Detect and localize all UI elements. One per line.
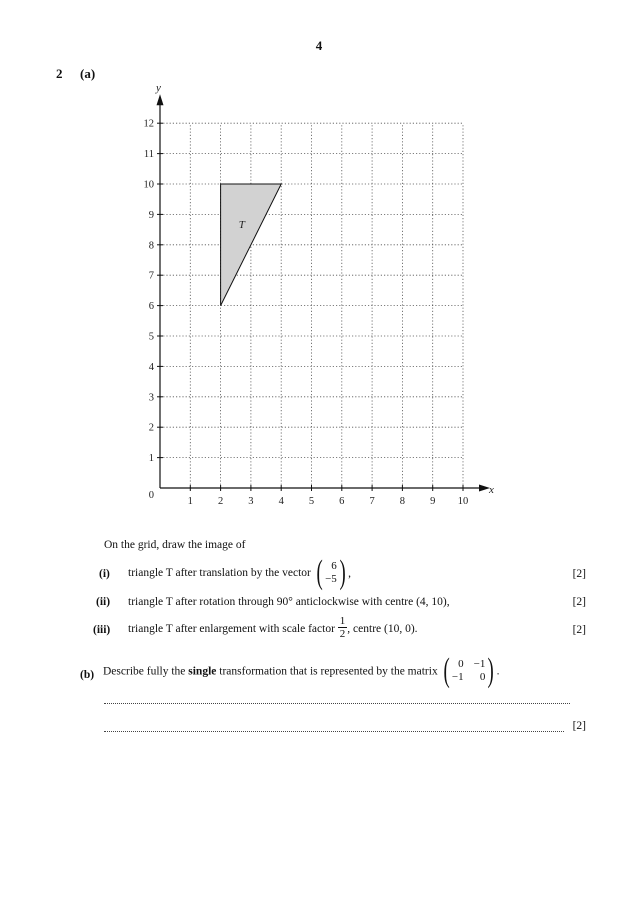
item-i-marks: [2]	[572, 568, 586, 580]
y-tick-label: 7	[148, 270, 154, 282]
answer-line-1[interactable]	[104, 703, 570, 704]
item-i-text-after: ,	[348, 567, 351, 580]
y-tick-label: 11	[143, 149, 154, 161]
item-iii-text	[128, 617, 418, 642]
x-tick-label: 1	[187, 496, 193, 507]
x-tick-label: 7	[369, 496, 375, 507]
page-number: 4	[315, 38, 323, 53]
part-b-marks: [2]	[572, 720, 586, 732]
x-tick-label: 9	[430, 496, 436, 507]
y-tick-label: 10	[143, 179, 154, 191]
y-tick-label: 12	[143, 118, 154, 130]
matrix-b: −1	[473, 658, 486, 670]
item-i-text	[128, 554, 351, 591]
item-i-label: (i)	[99, 568, 110, 580]
question-part-b: (b)	[80, 669, 95, 681]
y-tick-label: 2	[148, 422, 154, 434]
matrix-c: −1	[451, 671, 464, 683]
question-part-a: (a)	[80, 66, 96, 81]
x-tick-label: 6	[339, 496, 345, 507]
y-tick-label: 1	[148, 453, 154, 465]
origin-label: 0	[148, 490, 154, 501]
y-axis-letter: y	[156, 82, 161, 95]
right-paren: )	[487, 652, 495, 689]
left-paren: (	[443, 652, 450, 689]
y-axis-arrow-icon	[157, 94, 164, 105]
question-number: 2	[56, 66, 63, 81]
transformation-matrix	[441, 652, 497, 689]
part-b-end: .	[496, 665, 500, 678]
y-tick-label: 4	[148, 361, 154, 373]
triangle-label: T	[238, 219, 245, 232]
scale-factor-fraction	[338, 615, 348, 640]
item-iii-text-after: , centre (10, 0).	[347, 623, 418, 636]
x-tick-label: 8	[399, 496, 406, 507]
translation-vector	[314, 554, 348, 591]
x-tick-label: 10	[457, 496, 469, 507]
vector-bottom: −5	[325, 573, 337, 585]
y-tick-label: 6	[148, 301, 154, 313]
item-ii-text: triangle T after rotation through 90° anticlockwise with centre (4, 10),	[128, 596, 450, 608]
item-ii-label: (ii)	[96, 596, 111, 608]
right-paren: )	[339, 554, 346, 591]
x-tick-label: 3	[248, 496, 254, 507]
y-tick-label: 3	[148, 392, 154, 404]
item-iii-text-before: triangle T after enlargement with scale factor	[128, 623, 335, 636]
y-tick-label: 5	[148, 331, 154, 343]
part-b-text-before: Describe fully the	[103, 665, 189, 678]
answer-line-2[interactable]	[104, 731, 564, 732]
part-b-text-after: transformation that is represented by the matrix	[216, 665, 438, 678]
fraction-denominator: 2	[339, 628, 346, 640]
vector-top: 6	[331, 560, 337, 572]
item-iii-marks: [2]	[572, 624, 586, 636]
item-ii-marks: [2]	[572, 596, 586, 608]
fraction-numerator: 1	[339, 615, 346, 627]
matrix-a: 0	[458, 658, 464, 670]
part-b-bold-word: single	[188, 665, 217, 678]
x-tick-label: 4	[278, 496, 284, 507]
matrix-d: 0	[479, 671, 486, 683]
x-tick-label: 2	[217, 496, 224, 507]
y-tick-label: 9	[148, 209, 154, 221]
item-iii-label: (iii)	[93, 624, 111, 636]
left-paren: (	[316, 554, 323, 591]
part-b-text	[103, 652, 500, 689]
instruction-intro: On the grid, draw the image of	[104, 539, 246, 551]
x-tick-label: 5	[308, 496, 315, 507]
x-axis-letter: x	[489, 484, 494, 496]
y-tick-label: 8	[148, 240, 154, 252]
item-i-text-before: triangle T after translation by the vector	[128, 566, 311, 579]
